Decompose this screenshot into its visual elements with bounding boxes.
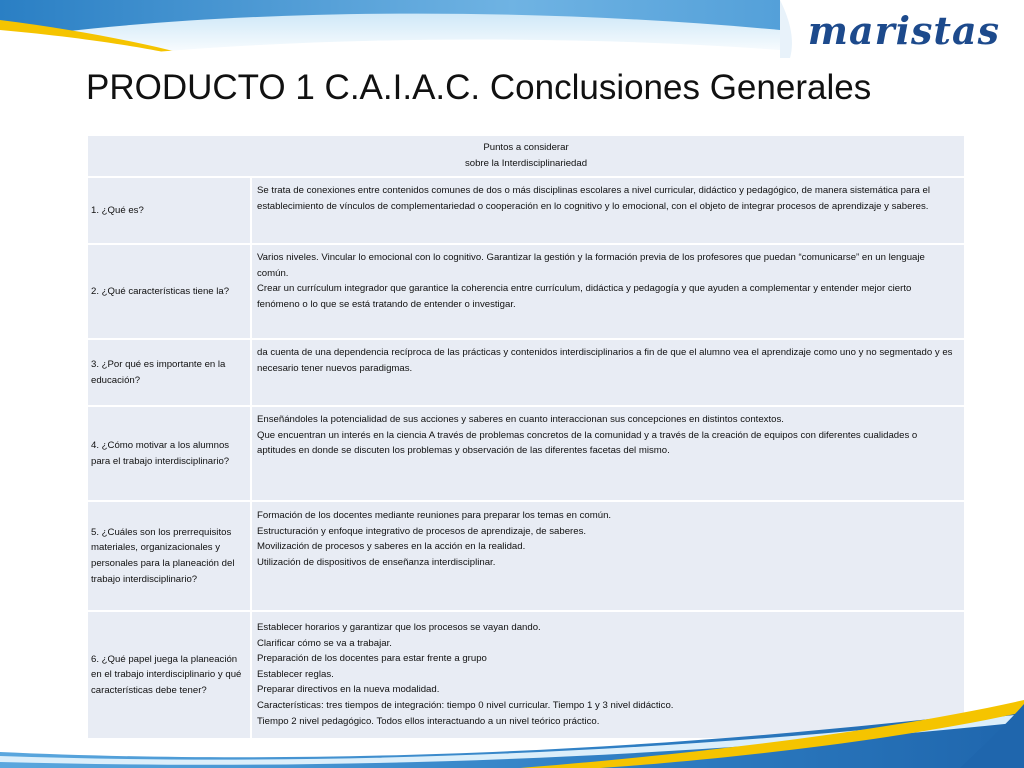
footer-wave-band — [0, 700, 1024, 768]
table-header-line: sobre la Interdisciplinariedad — [464, 158, 588, 169]
answer-line: da cuenta de una dependencia recíproca de las prácticas y contenidos interdisciplinarios a fin de que el alumno vea el aprendizaje como uno y no segmentado y es necesario tener nuevos paradigmas. — [257, 347, 953, 374]
answer-line: Estructuración y enfoque integrativo de procesos de aprendizaje, de saberes. — [257, 525, 587, 537]
answer-line: Utilización de dispositivos de enseñanza interdisciplinar. — [257, 556, 496, 568]
question-cell: 4. ¿Cómo motivar a los alumnos para el trabajo interdisciplinario? — [87, 406, 251, 501]
question-cell: 3. ¿Por qué es importante en la educación? — [87, 339, 251, 406]
header-wave-band — [0, 0, 1024, 58]
table-header-line: Puntos a considerar — [483, 142, 569, 154]
answer-line: Se trata de conexiones entre contenidos comunes de dos o más disciplinas escolares a nivel curricular, didáctico y pedagógico, de manera sistemática para el establecimiento de vínculos de complementariedad o cooperación en lo cognitivo y lo emocional, con el objeto de integrar procesos de aprendizaje y saberes. — [257, 185, 931, 212]
question-cell: 5. ¿Cuáles son los prerrequisitos materiales, organizacionales y personales para la planeación del trabajo interdisciplinario? — [87, 501, 251, 611]
table-row — [87, 406, 965, 501]
answer-cell — [251, 244, 965, 339]
question-cell: 1. ¿Qué es? — [87, 177, 251, 244]
answer-cell — [251, 406, 965, 501]
answer-line: Formación de los docentes mediante reuniones para preparar los temas en común. — [257, 510, 612, 521]
answer-cell — [251, 177, 965, 244]
answer-line: Establecer horarios y garantizar que los procesos se vayan dando. — [257, 622, 541, 633]
answer-line: Que encuentran un interés en la ciencia A través de problemas concretos de la comunidad y a través de la creación de equipos con diferentes cualidades o aptitudes en donde se discuten los problemas y observación de las diferentes facetas del mismo. — [257, 429, 918, 457]
table-row — [87, 244, 965, 339]
answer-cell — [251, 339, 965, 406]
page-title: PRODUCTO 1 C.A.I.A.C. Conclusiones Generales — [86, 68, 872, 107]
table-header-row — [87, 135, 965, 177]
conclusions-table-wrapper — [86, 134, 964, 740]
table-row — [87, 177, 965, 244]
answer-line: Tiempo 2 nivel pedagógico. Todos ellos interactuando a un nivel teórico práctico. — [257, 715, 600, 727]
answer-line: Clarificar cómo se va a trabajar. — [257, 637, 392, 649]
table-row — [87, 501, 965, 611]
table-header-cell — [87, 135, 965, 177]
answer-cell — [251, 501, 965, 611]
answer-line: Movilización de procesos y saberes en la acción en la realidad. — [257, 541, 526, 553]
footer-wave-graphic — [0, 700, 1024, 768]
answer-line: Enseñándoles la potencialidad de sus acciones y saberes en cuanto interaccionan sus concepciones en distintos contextos. — [257, 414, 784, 425]
maristas-logo: maristas — [807, 8, 1000, 53]
table-row — [87, 339, 965, 406]
conclusions-table — [86, 134, 966, 740]
question-cell: 6. ¿Qué papel juega la planeación en el trabajo interdisciplinario y qué características debe tener? — [87, 611, 251, 739]
answer-line: Preparación de los docentes para estar frente a grupo — [257, 653, 487, 665]
answer-line: Establecer reglas. — [257, 668, 334, 680]
answer-line: Características: tres tiempos de integración: tiempo 0 nivel curricular. Tiempo 1 y 3 nivel didáctico. — [257, 699, 674, 711]
answer-line: Varios niveles. Vincular lo emocional con lo cognitivo. Garantizar la gestión y la formación previa de los profesores que puedan “comunicarse” en un lenguaje común. — [257, 252, 925, 279]
answer-line: Preparar directivos en la nueva modalidad. — [257, 684, 440, 696]
answer-line: Crear un currículum integrador que garantice la coherencia entre currículum, didáctica y pedagogía y que ayuden a complementar y entender mejor cierto fenómeno o lo que se está tratando de entender o investigar. — [257, 283, 912, 310]
question-cell: 2. ¿Qué características tiene la? — [87, 244, 251, 339]
